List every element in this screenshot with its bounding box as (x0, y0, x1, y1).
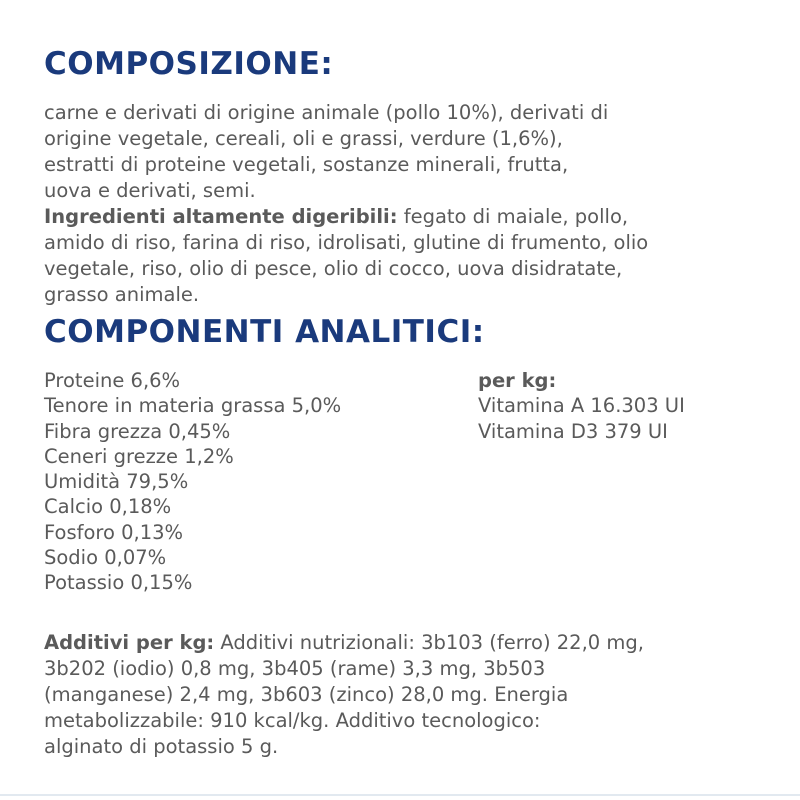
ingredienti-digeribili-first: fegato di maiale, pollo, (397, 205, 629, 228)
composizione-line: estratti di proteine vegetali, sostanze minerali, frutta, (44, 153, 569, 176)
componente-item: Umidità 79,5% (44, 470, 189, 494)
vitamine-list (478, 368, 685, 444)
componente-item: Fibra grezza 0,45% (44, 419, 231, 443)
additivi-line (44, 630, 764, 656)
vitamina-item: Vitamina D3 379 UI (478, 419, 668, 443)
composizione-line: origine vegetale, cereali, oli e grassi, verdure (1,6%), (44, 127, 563, 150)
ingredienti-digeribili-line (44, 204, 764, 230)
componente-item: Ceneri grezze 1,2% (44, 444, 234, 468)
additivi-line: metabolizzabile: 910 kcal/kg. Additivo tecnologico: (44, 709, 541, 732)
componente-item: Fosforo 0,13% (44, 520, 184, 544)
componente-item: Sodio 0,07% (44, 546, 167, 570)
ingredienti-digeribili-label: Ingredienti altamente digeribili: (44, 205, 398, 228)
componente-item: Potassio 0,15% (44, 571, 193, 595)
per-kg-label: per kg: (478, 369, 557, 392)
ingredienti-digeribili-line: vegetale, riso, olio di pesce, olio di cocco, uova disidratate, (44, 257, 623, 280)
additivi-line: alginato di potassio 5 g. (44, 735, 279, 758)
additivi-text (44, 630, 764, 760)
composizione-text (44, 100, 764, 204)
ingredienti-digeribili-text (44, 204, 764, 308)
composizione-heading: COMPOSIZIONE: (44, 46, 334, 82)
additivi-label: Additivi per kg: (44, 631, 215, 654)
componenti-analitici-list (44, 368, 341, 596)
componente-item: Proteine 6,6% (44, 369, 181, 392)
composizione-line: carne e derivati di origine animale (pollo 10%), derivati di (44, 101, 609, 124)
composizione-line: uova e derivati, semi. (44, 179, 256, 202)
componenti-analitici-heading: COMPONENTI ANALITICI: (44, 314, 485, 350)
additivi-first: Additivi nutrizionali: 3b103 (ferro) 22,0 mg, (214, 631, 644, 654)
additivi-line: (manganese) 2,4 mg, 3b603 (zinco) 28,0 mg. Energia (44, 683, 569, 706)
ingredienti-digeribili-line: grasso animale. (44, 283, 200, 306)
bottom-divider (0, 794, 800, 796)
componente-item: Calcio 0,18% (44, 495, 172, 519)
componente-item: Tenore in materia grassa 5,0% (44, 394, 342, 418)
vitamina-item: Vitamina A 16.303 UI (478, 394, 685, 418)
ingredienti-digeribili-line: amido di riso, farina di riso, idrolisati, glutine di frumento, olio (44, 231, 649, 254)
additivi-line: 3b202 (iodio) 0,8 mg, 3b405 (rame) 3,3 mg, 3b503 (44, 657, 546, 680)
